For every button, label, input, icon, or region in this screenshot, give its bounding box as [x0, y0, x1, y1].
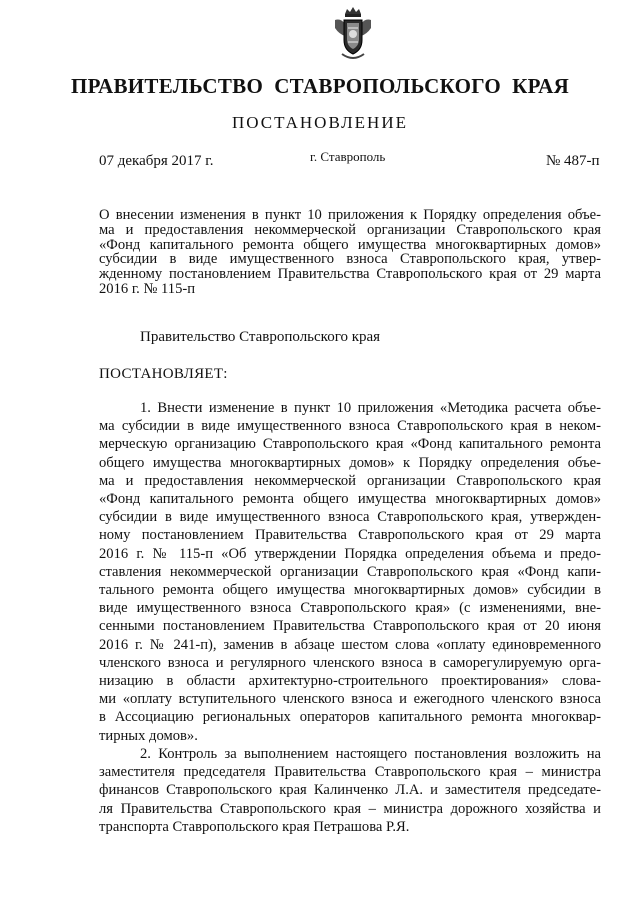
subject-line: «Фонд капитального ремонта общего имущества многоквартирных домов» [99, 236, 601, 253]
body-line: ля Правительства Ставропольского края – министра дорожного хозяйства и [99, 800, 601, 817]
body-line: общего имущества многоквартирных домов» к Порядку определения объе- [99, 454, 601, 471]
coat-of-arms-icon [333, 6, 373, 62]
document-city: г. Ставрополь [310, 149, 386, 164]
decree-word: ПОСТАНОВЛЯЕТ: [99, 366, 228, 382]
subject-line: О внесении изменения в пункт 10 приложения к Порядку определения объе- [99, 207, 601, 223]
body-line: ма и предоставления некоммерческой организации Ставропольского края [99, 472, 601, 489]
issuer-text: Правительство Ставропольского края [140, 329, 381, 345]
body-line: виде имущественного взноса Ставропольского края» (с изменениями, вне- [99, 600, 601, 617]
body-line: 1. Внести изменение в пункт 10 приложения «Методика расчета объе- [140, 400, 601, 416]
subject-line: жденному постановлением Правительства Ставропольского края от 29 марта [99, 266, 601, 283]
body-line: тирных домов». [99, 727, 198, 744]
body-line: тального ремонта общего имущества многоквартирных домов» субсидии в [99, 582, 601, 599]
document-type: ПОСТАНОВЛЕНИЕ [231, 113, 408, 132]
body-line: сенными постановлением Правительства Ставропольского края от 20 июня [99, 618, 601, 635]
body-line: в Ассоциацию региональных операторов капитального ремонта многоквар- [99, 709, 601, 726]
document-number: № 487-п [546, 153, 600, 169]
body-line: 2. Контроль за выполнением настоящего постановления возложить на [140, 746, 601, 762]
government-title: ПРАВИТЕЛЬСТВО СТАВРОПОЛЬСКОГО КРАЯ [70, 74, 570, 98]
subject-line: ма и предоставления некоммерческой организации Ставропольского края [99, 221, 601, 238]
body-line: ставления некоммерческой организации Ставропольского края «Фонд капи- [99, 563, 601, 580]
body-line: субсидии в виде имущественного взноса Ставропольского края, утвержден- [99, 509, 601, 526]
body-line: транспорта Ставропольского края Петрашова Р.Я. [99, 818, 410, 835]
body-line: «Фонд капитального ремонта общего имущества многоквартирных домов» [99, 491, 601, 508]
body-line: 2016 г. № 115-п «Об утверждении Порядка определения объема и предо- [99, 545, 601, 562]
subject-line: 2016 г. № 115-п [99, 280, 196, 297]
body-item-2 [99, 745, 601, 836]
document-date: 07 декабря 2017 г. [99, 153, 214, 169]
body-line: мерческую организацию Ставропольского края «Фонд капитального ремонта [99, 436, 601, 453]
body-line: ми «оплату вступительного членского взноса и ежегодного членского взноса [99, 691, 601, 708]
body-line: членского взноса и регулярного членского взноса в саморегулируемую орга- [99, 654, 601, 671]
document-subject [99, 208, 601, 297]
body-line: заместителя председателя Правительства Ставропольского края – министра [99, 764, 601, 781]
body-line: 2016 г. № 241-п), заменив в абзаце шестом слова «оплату единовременного [99, 636, 601, 653]
body-item-1 [99, 399, 601, 745]
subject-line: субсидии в виде имущественного взноса Ставропольского края, утвер- [99, 251, 601, 268]
body-line: низацию в области архитектурно-строительного проектирования» слова- [99, 673, 601, 690]
body-line: ма субсидии в виде имущественного взноса Ставропольского края в неком- [99, 418, 601, 435]
body-line: ному постановлением Правительства Ставропольского края от 29 марта [99, 527, 601, 544]
body-line: финансов Ставропольского края Калинченко Л.А. и заместителя председате- [99, 782, 601, 799]
